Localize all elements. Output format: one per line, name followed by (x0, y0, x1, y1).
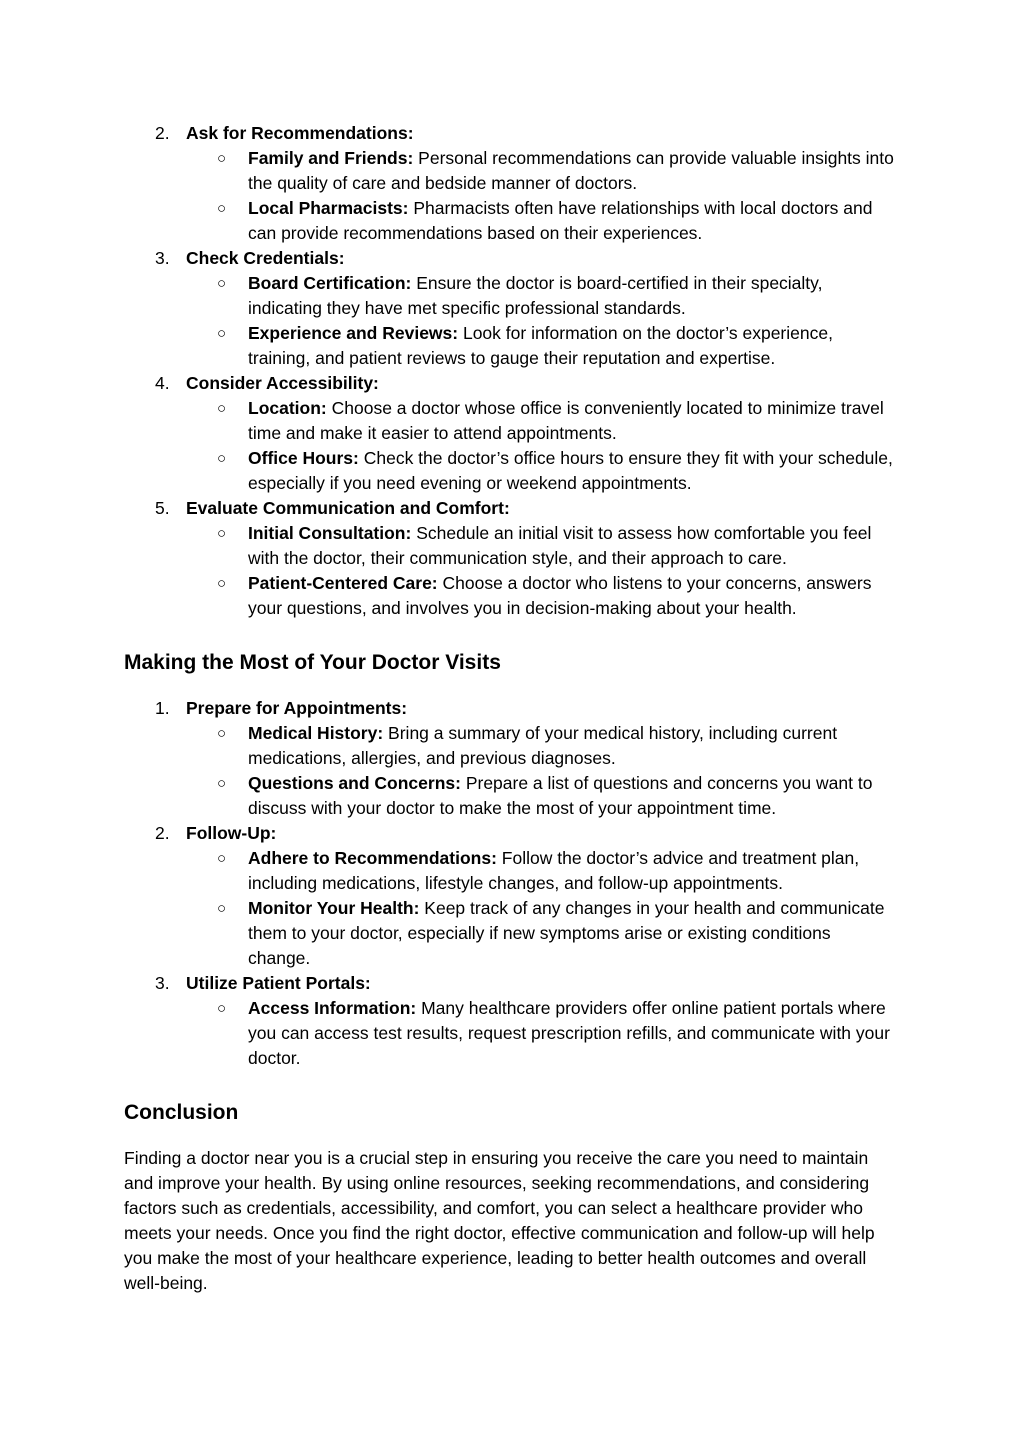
bullet-label: Local Pharmacists: (248, 198, 409, 218)
bullet-list-item (186, 846, 894, 896)
numbered-list-item (124, 121, 894, 246)
list-item-number: 3. (155, 973, 170, 993)
section-heading-doctor-visits: Making the Most of Your Doctor Visits (124, 651, 501, 674)
bullet-text: Pharmacists often have relationships with local doctors and can provide recommendations based on their experiences. (248, 198, 873, 243)
sub-bullet-list (186, 396, 894, 496)
hollow-circle-bullet-icon: ○ (217, 200, 227, 217)
bullet-label: Medical History: (248, 723, 384, 743)
numbered-list-item (124, 496, 894, 621)
bullet-list-item (186, 771, 894, 821)
bullet-list-item (186, 996, 894, 1071)
list-item-title: Ask for Recommendations: (186, 123, 414, 143)
numbered-list-item (124, 696, 894, 821)
list-item-title: Check Credentials: (186, 248, 345, 268)
bullet-text: Personal recommendations can provide valuable insights into the quality of care and bedside manner of doctors. (248, 148, 894, 193)
hollow-circle-bullet-icon: ○ (217, 325, 227, 342)
hollow-circle-bullet-icon: ○ (217, 150, 227, 167)
list-item-title: Prepare for Appointments: (186, 698, 408, 718)
bullet-label: Office Hours: (248, 448, 359, 468)
hollow-circle-bullet-icon: ○ (217, 275, 227, 292)
hollow-circle-bullet-icon: ○ (217, 900, 227, 917)
list-item-number: 1. (155, 698, 170, 718)
list-item-number: 4. (155, 373, 170, 393)
recommendations-numbered-list (124, 121, 894, 621)
list-item-number: 2. (155, 823, 170, 843)
bullet-text: Follow the doctor’s advice and treatment plan, including medications, lifestyle changes, and follow-up appointments. (248, 848, 860, 893)
list-item-number: 3. (155, 248, 170, 268)
bullet-list-item (186, 271, 894, 321)
numbered-list-item (124, 246, 894, 371)
sub-bullet-list (186, 996, 894, 1071)
bullet-text: Choose a doctor whose office is conveniently located to minimize travel time and make it easier to attend appointments. (248, 398, 884, 443)
bullet-text: Many healthcare providers offer online patient portals where you can access test results, request prescription refills, and communicate with your doctor. (248, 998, 890, 1068)
numbered-list-item (124, 371, 894, 496)
conclusion-paragraph: Finding a doctor near you is a crucial step in ensuring you receive the care you need to maintain and improve your health. By using online resources, seeking recommendations, and considering factors such as credentials, accessibility, and comfort, you can select a healthcare provider who meets your needs. Once you find the right doctor, effective communication and follow-up will help you make the most of your healthcare experience, leading to better health outcomes and overall well-being. (124, 1148, 875, 1293)
hollow-circle-bullet-icon: ○ (217, 525, 227, 542)
bullet-text: Look for information on the doctor’s experience, training, and patient reviews to gauge their reputation and expertise. (248, 323, 833, 368)
bullet-list-item (186, 521, 894, 571)
document-page (124, 121, 894, 1296)
bullet-label: Location: (248, 398, 327, 418)
bullet-list-item (186, 571, 894, 621)
sub-bullet-list (186, 521, 894, 621)
bullet-label: Experience and Reviews: (248, 323, 459, 343)
bullet-list-item (186, 446, 894, 496)
bullet-text: Ensure the doctor is board-certified in their specialty, indicating they have met specific professional standards. (248, 273, 823, 318)
bullet-label: Monitor Your Health: (248, 898, 420, 918)
hollow-circle-bullet-icon: ○ (217, 450, 227, 467)
bullet-label: Family and Friends: (248, 148, 414, 168)
sub-bullet-list (186, 271, 894, 371)
section-heading-conclusion: Conclusion (124, 1101, 239, 1124)
hollow-circle-bullet-icon: ○ (217, 725, 227, 742)
bullet-label: Questions and Concerns: (248, 773, 461, 793)
bullet-text: Schedule an initial visit to assess how comfortable you feel with the doctor, their communication style, and their approach to care. (248, 523, 872, 568)
bullet-text: Bring a summary of your medical history, including current medications, allergies, and previous diagnoses. (248, 723, 838, 768)
list-item-title: Utilize Patient Portals: (186, 973, 371, 993)
hollow-circle-bullet-icon: ○ (217, 850, 227, 867)
bullet-text: Prepare a list of questions and concerns you want to discuss with your doctor to make the most of your appointment time. (248, 773, 873, 818)
bullet-list-item (186, 321, 894, 371)
hollow-circle-bullet-icon: ○ (217, 575, 227, 592)
list-item-title: Follow-Up: (186, 823, 277, 843)
sub-bullet-list (186, 146, 894, 246)
doctor-visits-numbered-list (124, 696, 894, 1071)
bullet-text: Check the doctor’s office hours to ensure they fit with your schedule, especially if you need evening or weekend appointments. (248, 448, 893, 493)
bullet-text: Choose a doctor who listens to your concerns, answers your questions, and involves you in decision-making about your health. (248, 573, 872, 618)
hollow-circle-bullet-icon: ○ (217, 400, 227, 417)
bullet-label: Adhere to Recommendations: (248, 848, 497, 868)
numbered-list-item (124, 821, 894, 971)
bullet-label: Board Certification: (248, 273, 412, 293)
sub-bullet-list (186, 721, 894, 821)
bullet-label: Access Information: (248, 998, 417, 1018)
sub-bullet-list (186, 846, 894, 971)
bullet-label: Patient-Centered Care: (248, 573, 438, 593)
list-item-title: Consider Accessibility: (186, 373, 379, 393)
list-item-number: 5. (155, 498, 170, 518)
bullet-text: Keep track of any changes in your health and communicate them to your doctor, especially if new symptoms arise or existing conditions change. (248, 898, 885, 968)
list-item-title: Evaluate Communication and Comfort: (186, 498, 510, 518)
bullet-list-item (186, 196, 894, 246)
bullet-list-item (186, 396, 894, 446)
list-item-number: 2. (155, 123, 170, 143)
bullet-list-item (186, 896, 894, 971)
hollow-circle-bullet-icon: ○ (217, 775, 227, 792)
numbered-list-item (124, 971, 894, 1071)
bullet-label: Initial Consultation: (248, 523, 412, 543)
bullet-list-item (186, 721, 894, 771)
bullet-list-item (186, 146, 894, 196)
hollow-circle-bullet-icon: ○ (217, 1000, 227, 1017)
